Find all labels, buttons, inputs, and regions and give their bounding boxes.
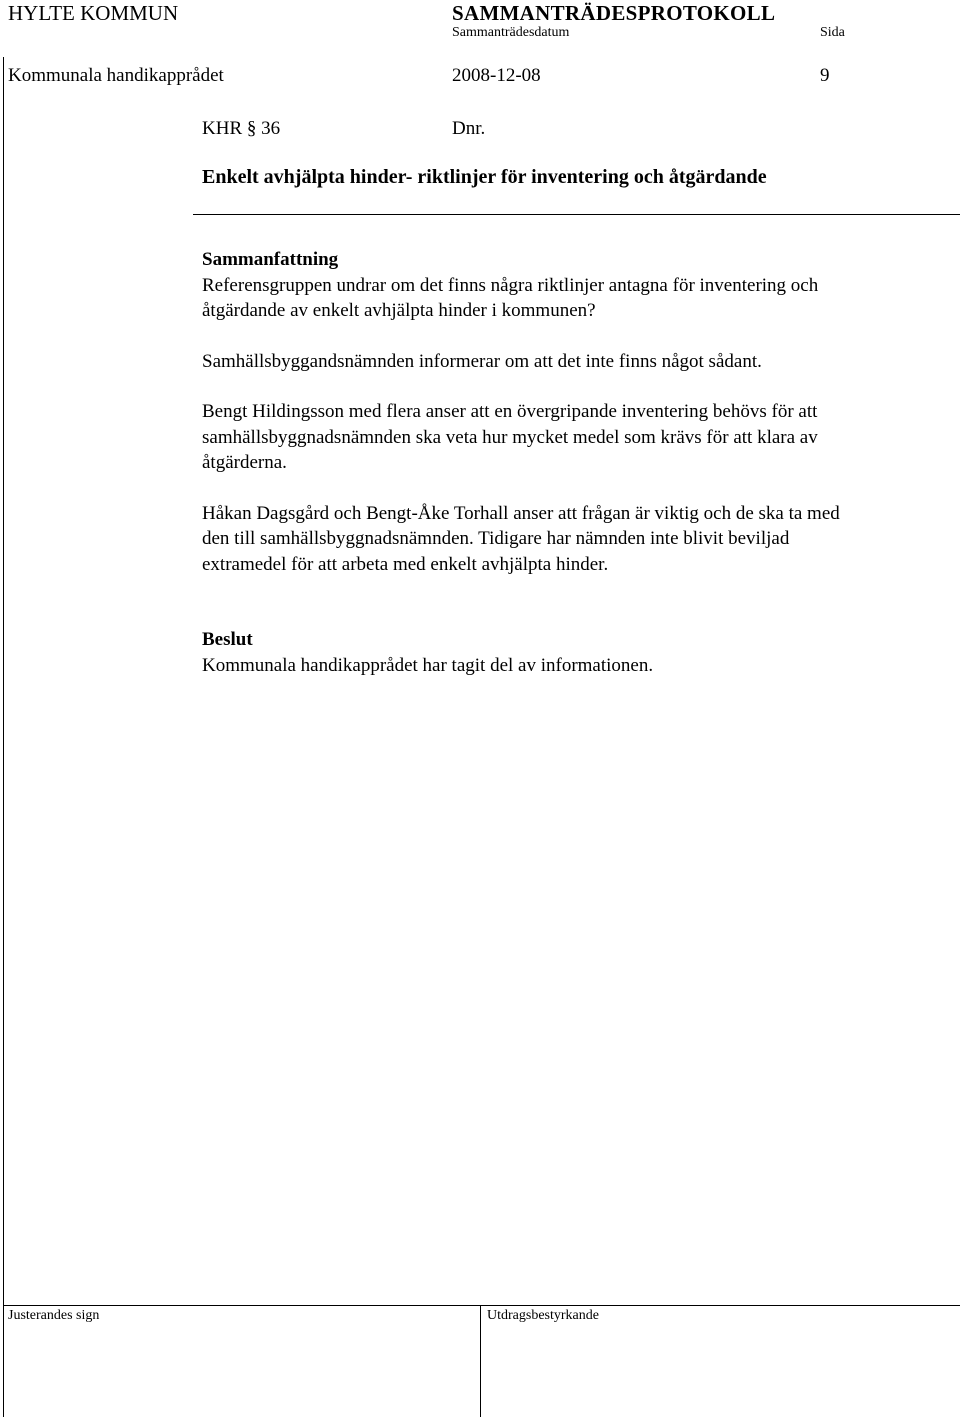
case-number: KHR § 36	[202, 118, 281, 139]
decision-heading: Beslut	[202, 629, 253, 650]
minutes-body	[202, 247, 954, 678]
page-number: 9	[820, 65, 830, 86]
left-border-body	[3, 214, 4, 1306]
header-divider	[193, 214, 960, 215]
summary-paragraph: Samhällsbyggandsnämnden informerar om att det inte finns något sådant.	[202, 350, 762, 372]
footer-column-divider	[480, 1305, 481, 1417]
left-border-footer	[3, 1305, 4, 1417]
case-title: Enkelt avhjälpta hinder- riktlinjer för inventering och åtgärdande	[202, 166, 767, 188]
organization-name: HYLTE KOMMUN	[8, 1, 179, 25]
footer-divider	[3, 1305, 960, 1306]
document-type: SAMMANTRÄDESPROTOKOLL	[452, 1, 776, 25]
extract-certifier-label: Utdragsbestyrkande	[487, 1308, 599, 1323]
summary-paragraph: Bengt Hildingsson med flera anser att en övergripande inventering behövs för att samhällsbyggnadsnämnden ska veta hur mycket medel som krävs för att klara av åtgärderna.	[202, 401, 818, 473]
left-border-top	[3, 57, 4, 214]
summary-paragraph: Håkan Dagsgård och Bengt-Åke Torhall anser att frågan är viktig och de ska ta med den till samhällsbyggnadsnämnden. Tidigare har nämnden inte blivit beviljad extramedel för att arbeta med enkelt avhjälpta hinder.	[202, 502, 840, 575]
adjuster-sign-label: Justerandes sign	[8, 1308, 100, 1323]
summary-paragraph: Referensgruppen undrar om det finns några riktlinjer antagna för inventering och åtgärdande av enkelt avhjälpta hinder i kommunen?	[202, 274, 819, 321]
meeting-date: 2008-12-08	[452, 65, 541, 86]
decision-text: Kommunala handikapprådet har tagit del av informationen.	[202, 654, 654, 676]
summary-heading: Sammanfattning	[202, 249, 339, 270]
page-label: Sida	[820, 25, 845, 40]
meeting-date-label: Sammanträdesdatum	[452, 25, 570, 40]
dnr-label: Dnr.	[452, 118, 486, 139]
committee-name: Kommunala handikapprådet	[8, 65, 224, 86]
